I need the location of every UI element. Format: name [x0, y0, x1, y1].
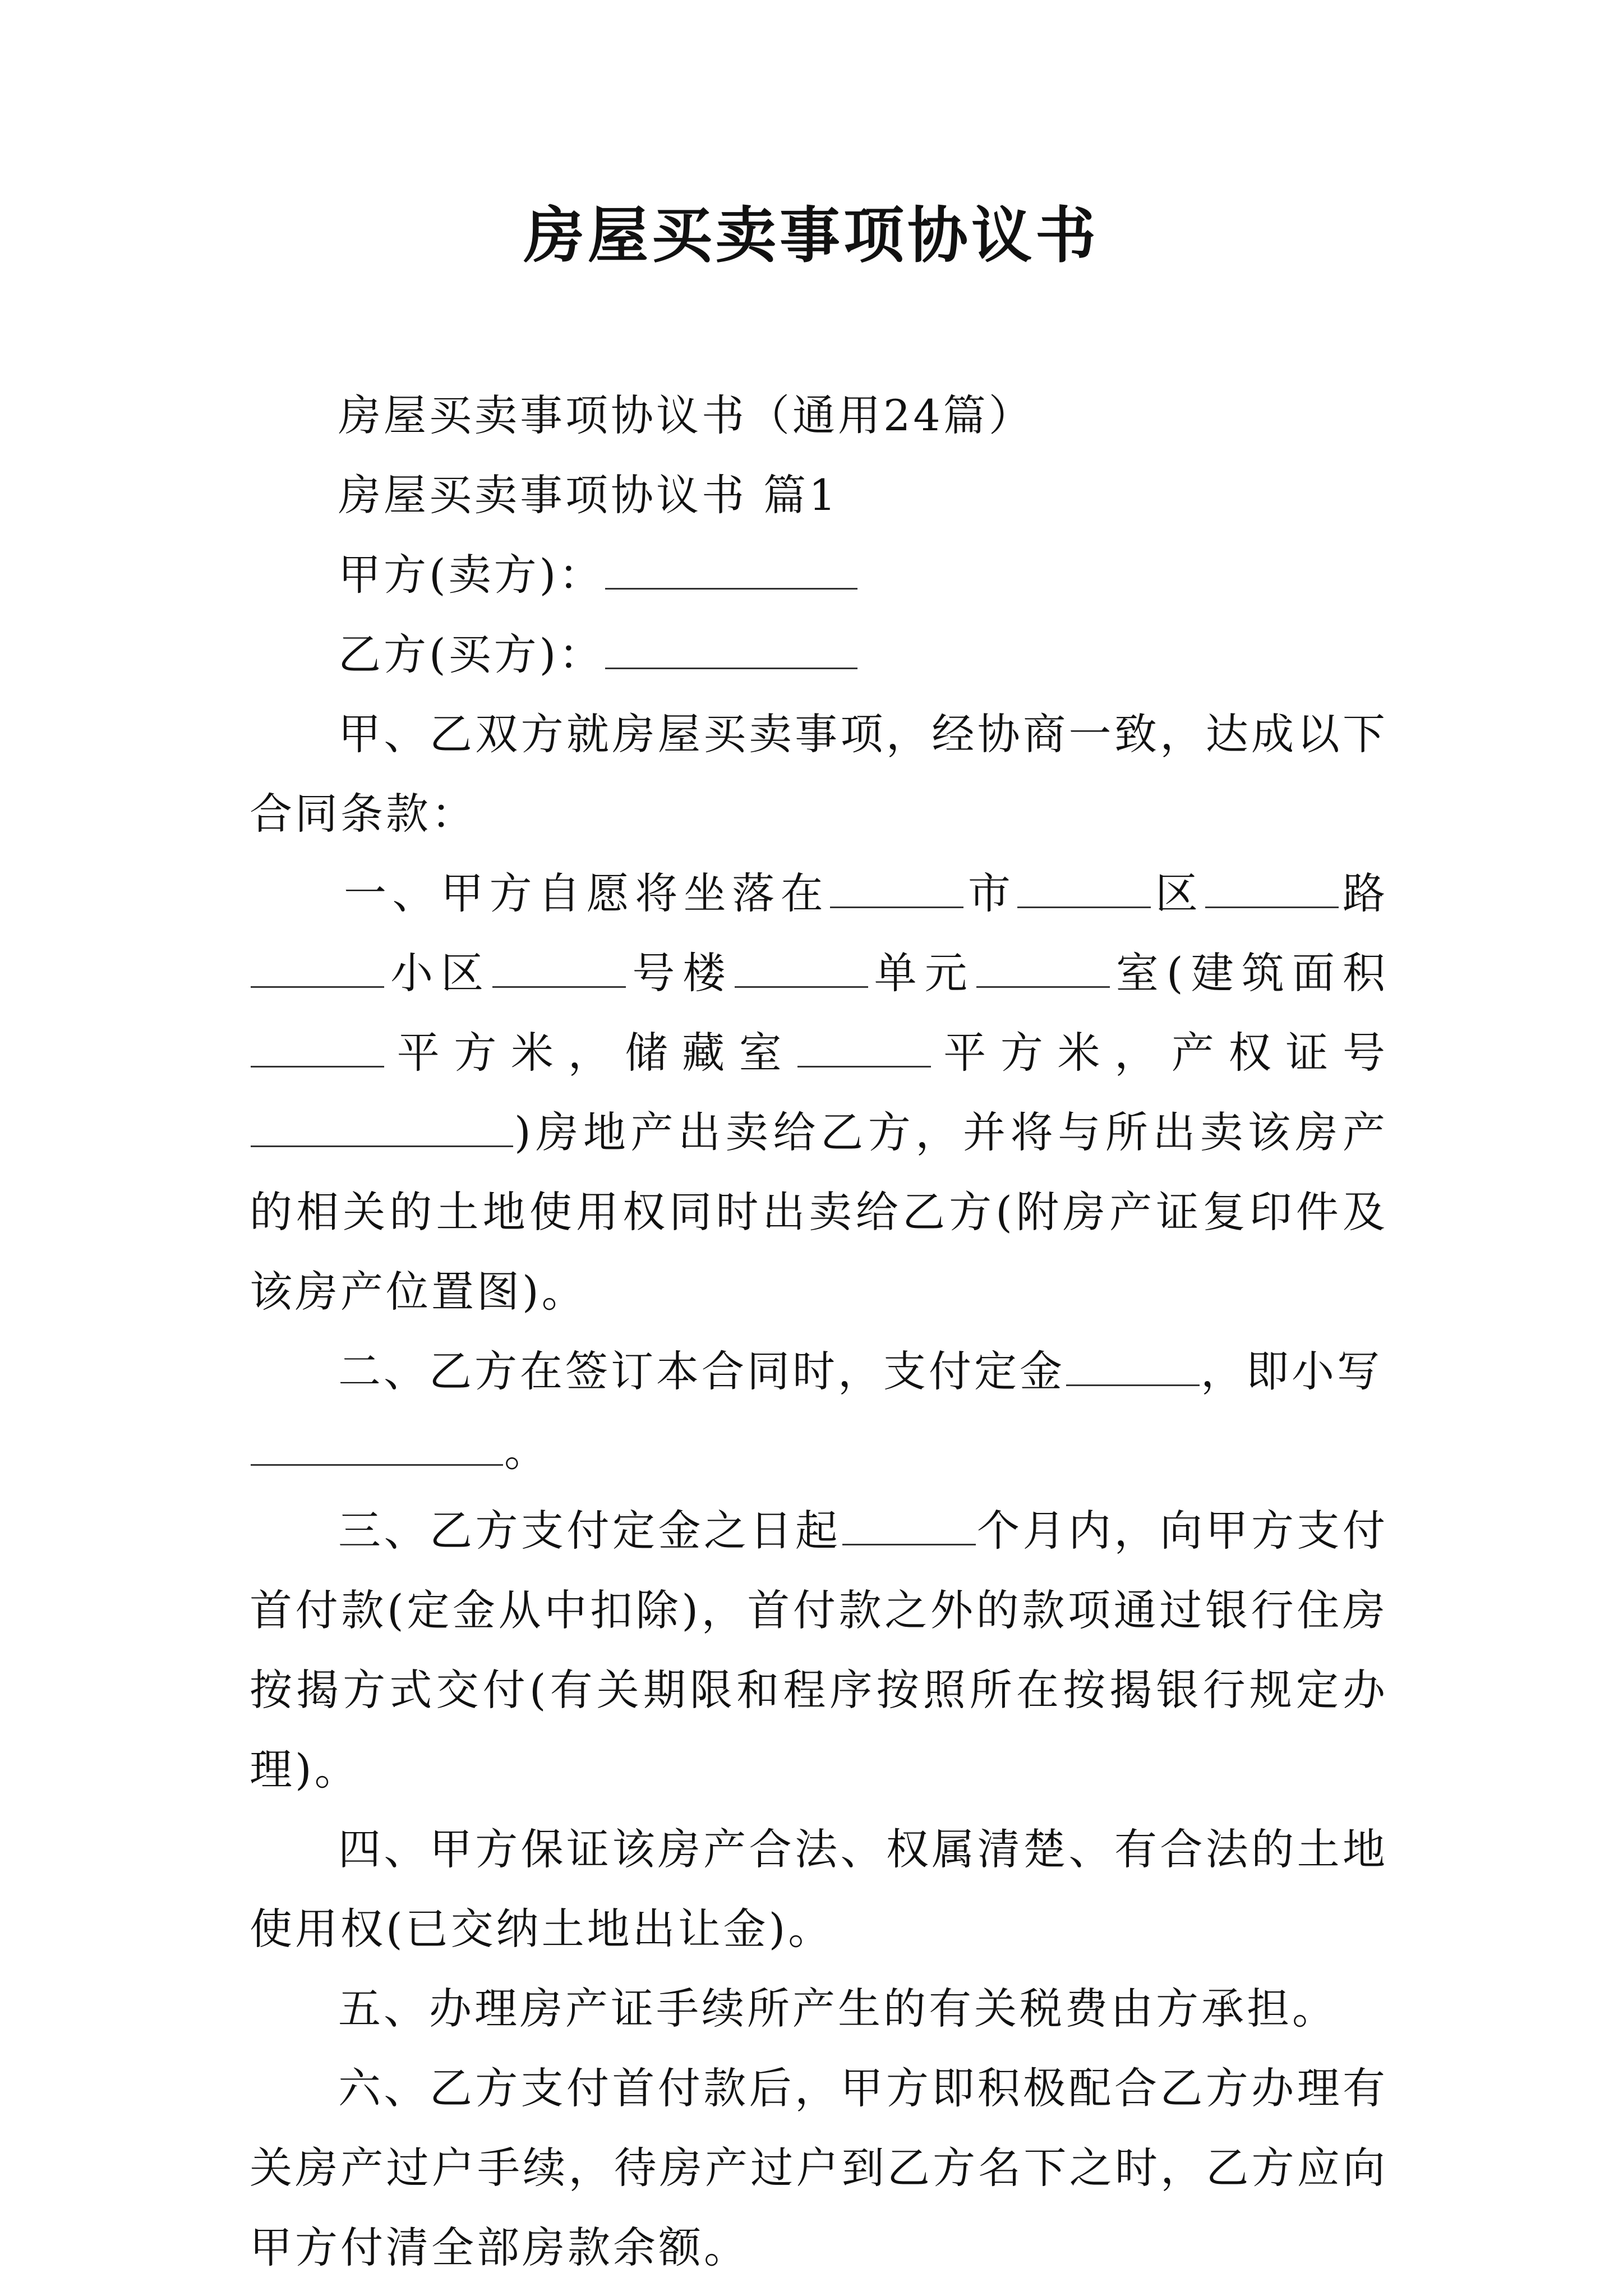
clause-2-text: 二、乙方在签订本合同时，支付定金 [338, 1346, 1065, 1396]
blank-field [251, 1111, 513, 1147]
party-b-blank [605, 633, 857, 669]
blank-field [976, 951, 1110, 988]
clause-2 [250, 1332, 1388, 1411]
document-title: 房屋买卖事项协议书 [523, 200, 1099, 271]
party-a-line [250, 535, 1388, 615]
clause-1-text: 路 [1339, 868, 1389, 918]
party-a-blank [605, 553, 857, 590]
clause-1-text: 小区 [385, 948, 492, 998]
clause-5: 五、办理房产证手续所产生的有关税费由方承担。 [338, 1984, 1338, 2033]
clause-1-text: 单元 [869, 948, 975, 998]
clause-3-text: 个月内，向甲方支付首付款(定金从中扣除)，首付款之外的款项通过银行住房按揭方式交付(有关期限和程序按照所在按揭银行规定办理)。 [250, 1506, 1388, 1795]
blank-field [251, 951, 384, 988]
document-body [250, 376, 1388, 2288]
blank-field [1205, 872, 1339, 908]
subtitle: 房屋买卖事项协议书（通用24篇） [338, 390, 1034, 440]
clause-1-text: 室(建筑面积 [1110, 948, 1389, 998]
blank-field [830, 872, 963, 908]
blank-field [251, 1429, 503, 1466]
clause-1-text: 一、甲方自愿将坐落在 [344, 868, 829, 918]
clause-2-text: 。 [504, 1426, 550, 1476]
blank-field [492, 951, 626, 988]
clause-2-continued [250, 1411, 1388, 1491]
blank-field [797, 1031, 931, 1068]
clause-1-text: 市 [965, 868, 1017, 918]
clause-1 [250, 854, 1388, 1332]
clause-3-text: 三、乙方支付定金之日起 [338, 1506, 841, 1556]
clause-1-text: )房地产出卖给乙方，并将与所出卖该房产的相关的土地使用权同时出卖给乙方(附房产证复印件及该房产位置图)。 [250, 1107, 1388, 1317]
clause-4: 四、甲方保证该房产合法、权属清楚、有合法的土地使用权(已交纳土地出让金)。 [250, 1824, 1388, 1954]
clause-2-text: ，即小写 [1201, 1346, 1382, 1396]
blank-field [1066, 1350, 1200, 1386]
blank-field [251, 1031, 384, 1068]
blank-field [842, 1509, 976, 1545]
blank-field [735, 951, 868, 988]
intro-paragraph: 甲、乙双方就房屋买卖事项，经协商一致，达成以下合同条款： [250, 709, 1388, 839]
clause-6: 六、乙方支付首付款后，甲方即积极配合乙方办理有关房产过户手续，待房产过户到乙方名下之时，乙方应向甲方付清全部房款余额。 [250, 2063, 1388, 2272]
blank-field [1017, 872, 1151, 908]
clause-1-text: 平方米，产权证号 [932, 1028, 1388, 1078]
clause-3 [250, 1491, 1388, 1810]
section-heading: 房屋买卖事项协议书 篇1 [338, 470, 839, 520]
clause-1-text: 平方米，储藏室 [385, 1028, 796, 1078]
party-b-line [250, 615, 1388, 694]
clause-1-text: 区 [1152, 868, 1204, 918]
party-a-label: 甲方(卖方)： [338, 550, 605, 600]
party-b-label: 乙方(买方)： [338, 629, 605, 679]
clause-1-text: 号楼 [627, 948, 734, 998]
